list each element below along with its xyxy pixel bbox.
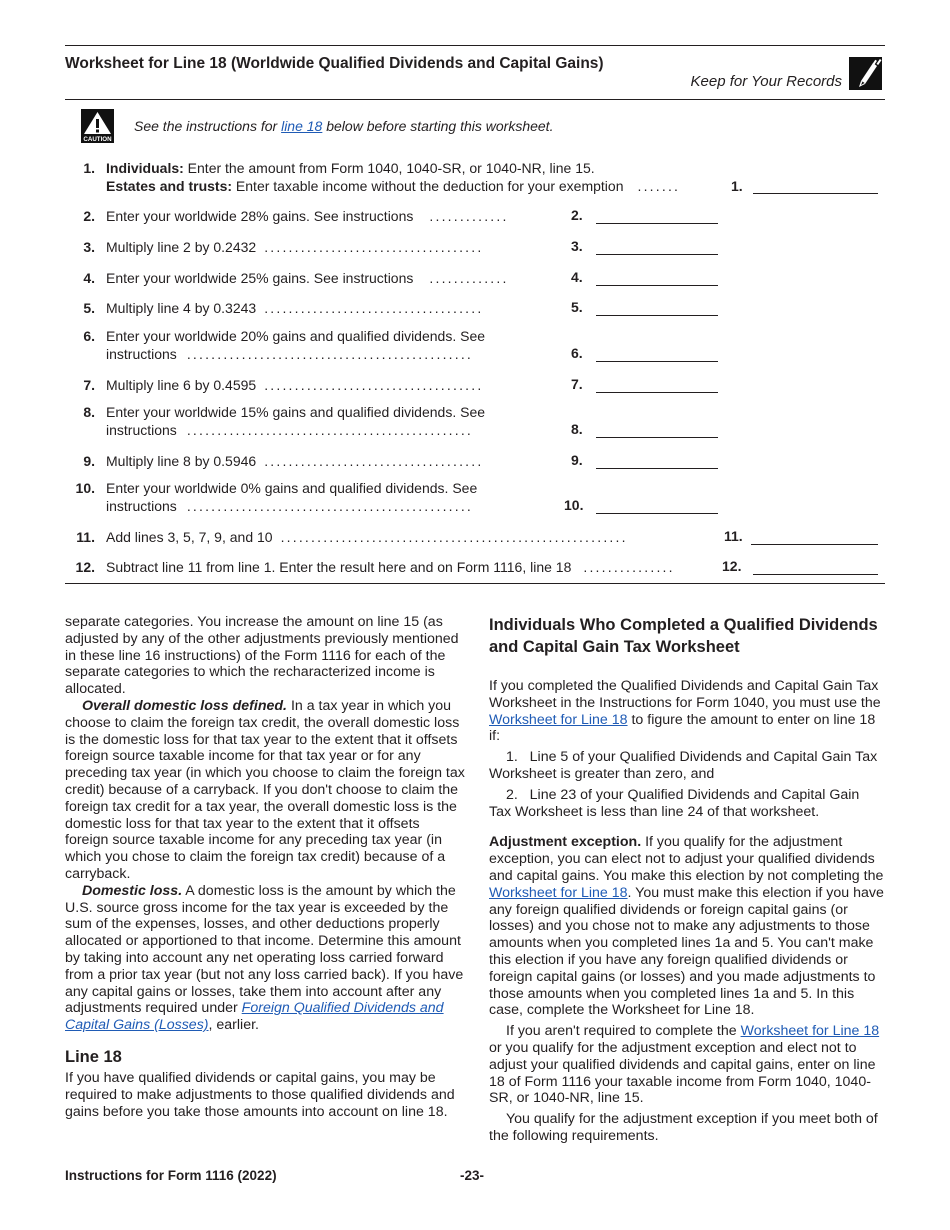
- paragraph: You qualify for the adjustment exception if you meet both of the following requirements.: [489, 1111, 878, 1144]
- individuals-heading: Individuals Who Completed a Qualified Dividends and Capital Gain Tax Worksheet: [489, 616, 878, 656]
- top-rule: [65, 45, 885, 46]
- keep-for-records-label: Keep for Your Records: [690, 73, 842, 90]
- line-6-input[interactable]: [596, 361, 718, 362]
- line-18-heading: Line 18: [65, 1047, 122, 1066]
- right-column: [489, 614, 885, 1145]
- line-7-input[interactable]: [596, 392, 718, 393]
- foreign-qualified-dividends-link[interactable]: Foreign Qualified Dividends and Capital Gains (Losses): [65, 1000, 444, 1034]
- paragraph: If you completed the Qualified Dividends and Capital Gain Tax Worksheet in the Instructions for Form 1040, you must use the Worksheet for Line 18 to figure the amount to enter on line 18 if:: [489, 678, 881, 745]
- line-10-label: 10.: [564, 497, 584, 513]
- worksheet-bottom-rule: [65, 583, 885, 584]
- line-2-label: 2.: [571, 207, 583, 223]
- caution-note: See the instructions for line 18 below before starting this worksheet.: [134, 118, 554, 134]
- line-11-input[interactable]: [751, 544, 878, 545]
- line-12-label: 12.: [722, 558, 742, 574]
- line-5-input[interactable]: [596, 315, 718, 316]
- paragraph: If you aren't required to complete the Worksheet for Line 18 or you qualify for the adjustment exception and elect not to adjust your qualified dividends and capital gains, enter on line 18 of Form 1116 your taxable income from Form 1040, 1040-SR, or 1040-NR, line 15.: [489, 1023, 880, 1107]
- domestic-loss-paragraph: Domestic loss. A domestic loss is the amount by which the U.S. source gross income for the tax year is exceeded by the sum of the expenses, losses, and other deductions properly allocated or apportioned to that income. Determine this amount by taking into account any net operating loss carried forward from a prior tax year (but not any loss carried back). If you have any capital gains or losses, take them into account after any adjustments required under Foreign Qualified Dividends and Capital Gains (Losses), earlier.: [65, 882, 464, 1034]
- svg-text:CAUTION: CAUTION: [83, 136, 112, 143]
- footer-form-name: Instructions for Form 1116 (2022): [65, 1168, 277, 1183]
- adjustment-exception-paragraph: Adjustment exception. If you qualify for the adjustment exception, you can elect not to adjust your qualified dividends and capital gains. You make this election by not completing the Worksheet for Line 18. You must make this election if you have any foreign qualified dividends or foreign capital gains (or losses) and you chose not to make any adjustments to those amounts when you completed lines 1a and 5. You can't make this election if you have any foreign qualified dividends or foreign capital gains (or losses) and you made adjustments to those amounts when you completed lines 1a and 5. In this case, complete the Worksheet for Line 18.: [489, 834, 884, 1019]
- line-5-label: 5.: [571, 299, 583, 315]
- line-1-label: 1.: [731, 178, 743, 194]
- worksheet-line-18-link[interactable]: Worksheet for Line 18: [489, 711, 628, 728]
- list-item-2: 2. Line 23 of your Qualified Dividends and Capital Gain Tax Worksheet is less than line 24 of that worksheet.: [489, 786, 864, 820]
- line-6-label: 6.: [571, 345, 583, 361]
- line-8-label: 8.: [571, 421, 583, 437]
- line-18-link[interactable]: line 18: [281, 118, 323, 134]
- list-item-1: 1. Line 5 of your Qualified Dividends and Capital Gain Tax Worksheet is greater than zero, and: [489, 749, 882, 782]
- line-3-input[interactable]: [596, 254, 718, 255]
- pencil-icon: [849, 57, 882, 90]
- line-9-input[interactable]: [596, 468, 718, 469]
- line-3-label: 3.: [571, 238, 583, 254]
- page-number: -23-: [460, 1168, 485, 1183]
- line-4-input[interactable]: [596, 285, 718, 286]
- line-8-input[interactable]: [596, 437, 718, 438]
- line-7-label: 7.: [571, 376, 583, 392]
- caution-icon: [81, 109, 114, 143]
- line-12-input[interactable]: [753, 574, 878, 575]
- line-10-input[interactable]: [596, 513, 718, 514]
- line-18-paragraph: If you have qualified dividends or capital gains, you may be required to make adjustments to those qualified dividends and gains before you take those amounts into account on line 18.: [65, 1069, 455, 1120]
- paragraph: separate categories. You increase the amount on line 15 (as adjusted by any of the other adjustments previously mentioned in these line 16 instructions) of the Form 1116 for each of the separate categories to which the recharacterized income is allocated.: [65, 614, 459, 698]
- line-1-input[interactable]: [753, 193, 878, 194]
- header-rule: [65, 99, 885, 100]
- worksheet-line-18-link[interactable]: Worksheet for Line 18: [489, 884, 628, 901]
- worksheet-title: Worksheet for Line 18 (Worldwide Qualified Dividends and Capital Gains): [65, 55, 604, 72]
- line-4-label: 4.: [571, 269, 583, 285]
- line-2-input[interactable]: [596, 223, 718, 224]
- line-9-label: 9.: [571, 452, 583, 468]
- line-11-label: 11.: [724, 528, 743, 544]
- worksheet-line-18-link[interactable]: Worksheet for Line 18: [740, 1023, 880, 1040]
- overall-domestic-loss-paragraph: Overall domestic loss defined. In a tax year in which you choose to claim the foreign tax credit, the overall domestic loss is the domestic loss for that tax year to the extent that it offsets foreign source taxable income for that tax year or for any preceding tax year (in which you choose to claim the foreign tax credit) because of a carryback. If you don't choose to claim the foreign tax credit for a tax year, the overall domestic loss is the domestic loss for that tax year to the extent that it offsets foreign source taxable income for any preceding tax year (in which you chose to claim the foreign tax credit) because of a carryback.: [65, 697, 465, 882]
- left-column: [65, 614, 465, 1120]
